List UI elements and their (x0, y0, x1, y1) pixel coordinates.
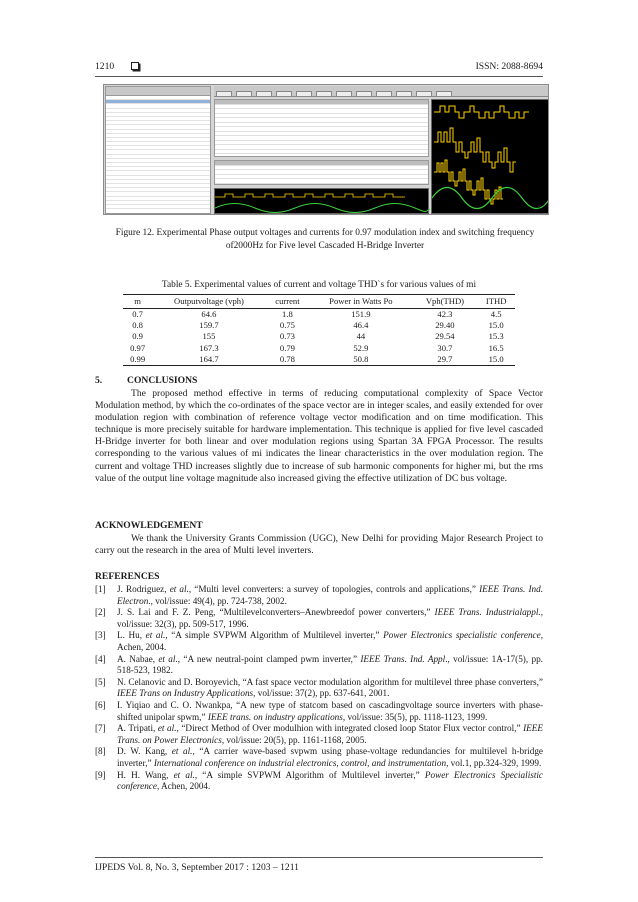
col-header-power: Power in Watts Po (309, 295, 412, 309)
table-row (123, 308, 515, 320)
table-cell: 159.7 (199, 319, 219, 330)
table-cell: 15.3 (488, 331, 504, 342)
section-number: 5. (95, 375, 103, 386)
table-cell: 167.3 (199, 342, 219, 353)
table-cell: 29.40 (435, 319, 455, 330)
table-caption-text: Table 5. Experimental values of current and voltage THD`s for various values of mi (161, 280, 477, 290)
analyzer-toolbar (214, 86, 548, 97)
conclusions-heading (95, 375, 197, 386)
col-header-current: current (266, 295, 309, 309)
thd-table (123, 294, 515, 366)
table-cell: 29.7 (413, 354, 478, 366)
table-cell: 46.4 (353, 319, 369, 330)
figure-caption: Figure 12. Experimental Phase output voltages and currents for 0.97 modulation index and switching frequency of2000Hz for Five level Cascaded H-Bridge Inverter (115, 228, 535, 251)
section-title: CONCLUSIONS (127, 375, 198, 386)
page-number: 1210 (95, 61, 115, 72)
reference-item: [8] D. W. Kang, et al., “A carrier wave-based svpwm using phase-voltage redundancies for multilevel h-bridge inverter,” International conference on industrial electronics, control, and instrumentation, vol.1, pp.324-329, 1999. (95, 746, 543, 768)
table-cell: 151.9 (351, 308, 371, 319)
table-cell: 52.9 (353, 342, 369, 353)
header-rule (95, 76, 543, 77)
table-row (123, 354, 515, 366)
table-cell: 0.7 (132, 308, 143, 319)
conclusions-text: The proposed method effective in terms of reducing computational complexity of Space Vector Modulation method, by which the co-ordinates of the space vector are in integer scales, and easily extended for over modulation region with combination of reference voltage vector modification and on time modification. This technique is more precisely suitable for hardware implementation. This technique is applied for five level cascaded H-Bridge inverter for both linear and over modulation regions using Spartan 3A FPGA Processor. The results corresponding to the various values of mi indicates the linear characteristics in the over modulation region. The current and voltage THD increases slightly due to increase of sub harmonic components for higher mi, but the rms value of the output line voltage magnitude also increased giving the effective utilization of DC bus voltage. (95, 388, 543, 484)
table-cell: 16.5 (488, 342, 504, 353)
table-cell: 155 (202, 331, 216, 342)
signal-list-panel (105, 86, 211, 214)
conclusions-paragraph (95, 388, 543, 485)
footer-rule (95, 857, 543, 858)
table-cell: 0.8 (132, 319, 143, 330)
table-cell: 0.79 (279, 342, 295, 353)
table-cell: 42.3 (437, 308, 453, 319)
reference-item: [6] I. Yiqiao and C. O. Nwankpa, “A new type of statcom based on cascadingvoltage source inverters with phase-shifted unipolar spwm,” IEEE trans. on industry applications, vol/issue: 35(5), pp. 1118-1123, 1999. (95, 699, 543, 722)
checkbox-square-icon (131, 62, 139, 70)
figure-screenshot (103, 84, 549, 215)
acknowledgement-heading: ACKNOWLEDGEMENT (95, 520, 203, 531)
acknowledgement-text: We thank the University Grants Commission (UGC), New Delhi for providing Major Research Project to carry out the research in the area of Multi level inverters. (95, 533, 543, 557)
waveform-window-2 (214, 188, 429, 214)
waveform-window (431, 99, 549, 214)
table-header-row (123, 295, 515, 309)
page-footer: IJPEDS Vol. 8, No. 3, September 2017 : 1203 – 1211 (95, 862, 299, 873)
col-header-m: m (123, 295, 152, 309)
reference-item: [3] L. Hu, et al., “A simple SVPWM Algorithm of Multilevel inverter,” Power Electronics specialistic conference, Achen, 2004. (95, 630, 544, 652)
reference-item: [2] J. S. Lai and F. Z. Peng, “Multilevelconverters–Anewbreedof power converters,” IEEE Trans. Industrialappl., vol/issue: 32(3), pp. 509-517, 1996. (95, 607, 543, 629)
reference-item: [9] H. H. Wang, et al., “A simple SVPWM Algorithm of Multilevel inverter,” Power Electronics Specialistic conference, Achen, 2004. (95, 769, 544, 792)
col-header-ithd: ITHD (477, 295, 515, 309)
references-list (95, 584, 543, 793)
table-row (123, 331, 515, 342)
table-cell: 1.8 (282, 308, 293, 319)
reference-item: [7] A. Tripati, et al., “Direct Method of Over modulhion with integrated closed loop Stator Flux vector control,” IEEE Trans. on Power Electronics, vol/issue: 20(5), pp. 1161-1168, 2005. (95, 723, 543, 745)
table-cell: 0.75 (279, 319, 295, 330)
table-row (123, 320, 515, 331)
table-cell: 164.7 (152, 354, 265, 366)
page-header (95, 61, 543, 75)
table-cell: 64.6 (201, 308, 217, 319)
table-cell: 4.5 (490, 308, 502, 319)
data-table-panel (214, 99, 429, 157)
table-cell: 0.99 (123, 354, 152, 366)
reference-item: [5] N. Celanovic and D. Boroyevich, “A fast space vector modulation algorithm for multilevel three phase converters,” IEEE Trans on Industry Applications, vol/issue: 37(2), pp. 637-641, 2001. (95, 676, 543, 699)
reference-item: [1] J. Rodriguez, et al., “Multi level converters: a survey of topologies, controls and applications,” IEEE Trans. Ind. Electron., vol/issue: 49(4), pp. 724-738, 2002. (95, 584, 544, 606)
table-cell: 0.9 (132, 331, 143, 342)
table-cell: 0.97 (130, 342, 146, 353)
issn-label: ISSN: 2088-8694 (475, 61, 543, 72)
col-header-vthd: Vph(THD) (413, 295, 478, 309)
table-cell: 29.54 (435, 331, 455, 342)
table-row (123, 343, 515, 354)
col-header-output-voltage: Outputvoltage (vph) (152, 295, 265, 309)
table-cell: 15.0 (488, 319, 504, 330)
data-table-panel-2 (214, 160, 429, 185)
table-cell: 0.73 (279, 331, 295, 342)
reference-item: [4] A. Nabae, et al., “A new neutral-point clamped pwm inverter,” IEEE Trans. Ind. Appl., vol/issue: 1A-17(5), pp. 518-523, 1982. (95, 653, 543, 676)
table-caption (95, 280, 543, 290)
table-cell: 44 (356, 331, 366, 342)
table-cell: 15.0 (477, 354, 515, 366)
table-cell: 0.78 (266, 354, 309, 366)
table-cell: 50.8 (309, 354, 412, 366)
references-heading: REFERENCES (95, 571, 160, 582)
acknowledgement-paragraph (95, 533, 543, 557)
table-cell: 30.7 (437, 342, 453, 353)
